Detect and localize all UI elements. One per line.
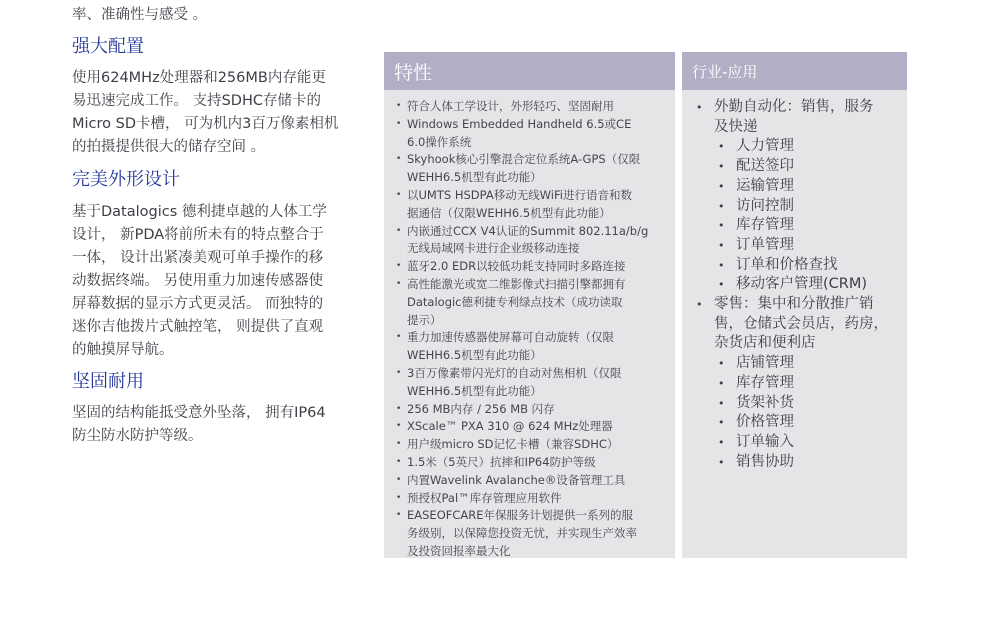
list-item: • 库存管理 — [718, 216, 901, 236]
list-item-line: • EASEOFCARE年保服务计划提供一系列的服 — [407, 508, 634, 523]
list-item-line: • 256 MB内存 / 256 MB 闪存 — [407, 401, 555, 416]
list-item-line: WEHH6.5机型有此功能） — [407, 170, 542, 185]
list-item: • 移动客户管理(CRM) — [718, 275, 901, 295]
list-item-line: 及投资回报率最大化 — [407, 543, 511, 558]
section-heading-durable: 坚固耐用 — [72, 371, 144, 392]
list-item: • 人力管理 — [718, 137, 901, 157]
group-title-line: 杂货店和便利店 — [714, 335, 816, 352]
list-item — [396, 151, 669, 187]
list-item — [396, 472, 669, 490]
group-title-line: 售，仓储式会员店，药房， — [714, 315, 888, 332]
features-list — [384, 90, 675, 561]
applications-list — [682, 90, 907, 472]
list-item: • 运输管理 — [718, 177, 901, 197]
text-line: 一体， 设计出紧凑美观可单手操作的移 — [72, 250, 324, 266]
list-item: • 价格管理 — [718, 413, 901, 433]
list-item: • 店铺管理 — [718, 354, 901, 374]
list-item-line: 无线局域网卡进行企业级移动连接 — [407, 241, 580, 256]
applications-panel — [682, 52, 907, 558]
list-item-line: • 用户级micro SD记忆卡槽（兼容SDHC） — [407, 437, 619, 452]
section-text-durable — [72, 402, 364, 448]
list-item — [396, 507, 669, 560]
application-group — [696, 98, 901, 295]
list-item-line: • Skyhook核心引擎混合定位系统A-GPS（仅限 — [407, 152, 641, 167]
text-line: Micro SD卡槽， 可为机内3百万像素相机 — [72, 116, 339, 132]
features-panel — [384, 52, 675, 558]
list-item — [396, 436, 669, 454]
text-line: 迷你吉他拨片式触控笔， 则提供了直观 — [72, 319, 324, 335]
text-line: 基于Datalogics 德利捷卓越的人体工学 — [72, 204, 327, 220]
application-sub-list — [714, 137, 901, 295]
list-item-line: Datalogic德利捷专利绿点技术（成功读取 — [407, 294, 623, 309]
text-line: 坚固的结构能抵受意外坠落， 拥有IP64 — [72, 405, 326, 421]
list-item-line: • 重力加速传感器使屏幕可自动旋转（仅限 — [407, 330, 614, 345]
group-title-line: 及快递 — [714, 118, 758, 135]
list-item — [396, 223, 669, 259]
list-item-line: • 以UMTS HSDPA移动无线WiFi进行语音和数 — [407, 187, 632, 202]
list-item-line: • 符合人体工学设计，外形轻巧、坚固耐用 — [407, 99, 614, 113]
list-item: • 订单输入 — [718, 433, 901, 453]
list-item — [396, 454, 669, 472]
list-item-line: • 内置Wavelink Avalanche®设备管理工具 — [407, 472, 626, 487]
intro-text-tail: 率、准确性与感受 。 — [72, 7, 208, 23]
list-item — [396, 329, 669, 365]
group-title-line: • 零售：集中和分散推广销 — [714, 296, 874, 313]
list-item: • 库存管理 — [718, 374, 901, 394]
list-item: • 配送签印 — [718, 157, 901, 177]
list-item-line: WEHH6.5机型有此功能） — [407, 383, 542, 398]
list-item: • 销售协助 — [718, 453, 901, 473]
list-item — [396, 98, 669, 116]
list-item-line: 6.0操作系统 — [407, 134, 472, 149]
list-item-line: • XScale™ PXA 310 @ 624 MHz处理器 — [407, 419, 613, 434]
list-item-line: • 1.5米（5英尺）抗摔和IP64防护等级 — [407, 454, 596, 469]
list-item-line: • 3百万像素带闪光灯的自动对焦相机（仅限 — [407, 365, 622, 380]
list-item — [396, 490, 669, 508]
text-line: 屏幕数据的显示方式更灵活。 而独特的 — [72, 296, 324, 312]
list-item — [396, 116, 669, 152]
list-item: • 货架补货 — [718, 394, 901, 414]
text-line: 防尘防水防护等级。 — [72, 428, 203, 444]
list-item — [396, 187, 669, 223]
list-item: • 访问控制 — [718, 197, 901, 217]
list-item-line: • 高性能激光或宽二维影像式扫描引擎都拥有 — [407, 276, 626, 291]
group-title-line: • 外勤自动化：销售，服务 — [714, 99, 874, 115]
text-line: 的触摸屏导航。 — [72, 342, 174, 358]
section-text-design — [72, 201, 364, 362]
list-item — [396, 401, 669, 419]
list-item: • 订单和价格查找 — [718, 256, 901, 276]
text-line: 的拍摄提供很大的储存空间 。 — [72, 139, 266, 155]
list-item — [396, 276, 669, 329]
list-item — [396, 418, 669, 436]
section-heading-design: 完美外形设计 — [72, 169, 180, 190]
list-item — [396, 365, 669, 401]
list-item-line: • Windows Embedded Handheld 6.5或CE — [407, 116, 632, 131]
applications-panel-title: 行业-应用 — [682, 52, 907, 90]
list-item-line: • 蓝牙2.0 EDR以较低功耗支持同时多路连接 — [407, 259, 626, 274]
list-item — [396, 258, 669, 276]
text-line: 动数据终端。 另使用重力加速传感器使 — [72, 273, 324, 289]
application-sub-list — [714, 354, 901, 472]
list-item-line: 据通信（仅限WEHH6.5机型有此功能） — [407, 205, 611, 220]
text-line: 使用624MHz处理器和256MB内存能更 — [72, 70, 326, 86]
text-line: 设计， 新PDA将前所未有的特点整合于 — [72, 227, 324, 243]
text-line: 易迅速完成工作。 支持SDHC存储卡的 — [72, 93, 322, 109]
application-group — [696, 295, 901, 472]
section-heading-powerful-config: 强大配置 — [72, 36, 144, 57]
list-item-line: 提示） — [407, 312, 442, 327]
list-item-line: • 内嵌通过CCX V4认证的Summit 802.11a/b/g — [407, 223, 649, 238]
list-item-line: 务级别，以保障您投资无忧，并实现生产效率 — [407, 526, 637, 541]
features-panel-title: 特性 — [384, 52, 675, 90]
list-item-line: WEHH6.5机型有此功能） — [407, 348, 542, 363]
list-item: • 订单管理 — [718, 236, 901, 256]
list-item-line: • 预授权Pal™库存管理应用软件 — [407, 490, 562, 505]
section-text-powerful-config — [72, 67, 364, 159]
